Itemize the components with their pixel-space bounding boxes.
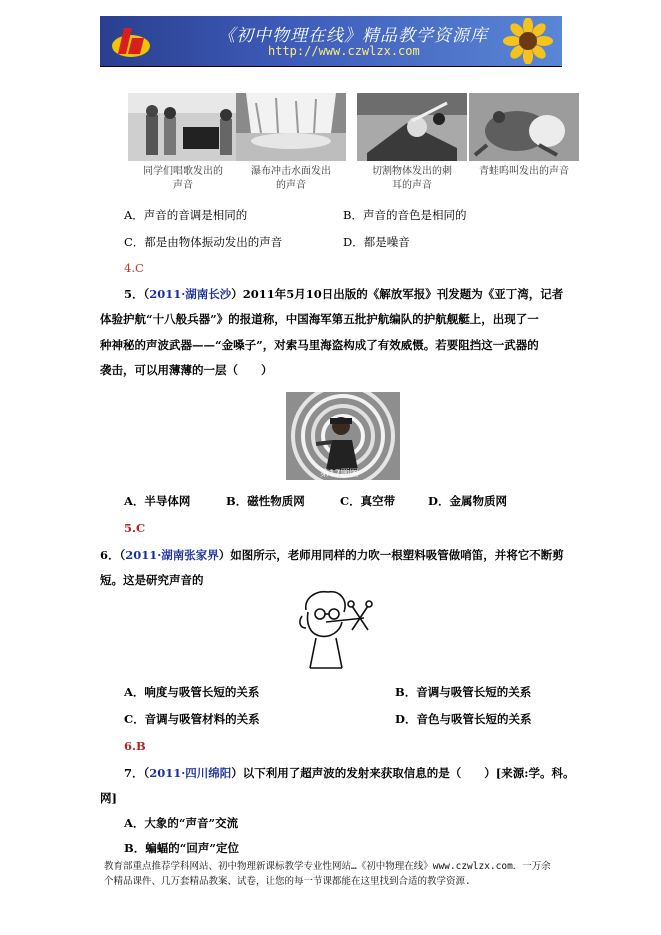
footer-line-2: 个精品课件、几万套精品教案、试卷，让您的每一节课都能在这里找到合适的教学资源. — [104, 876, 471, 887]
header-banner — [100, 16, 562, 66]
sunflower-icon — [498, 18, 558, 64]
q6-line2: 短。这是研究声音的 — [100, 573, 204, 587]
q6-line1: 6．（2011·湖南张家界）如图所示，老师用同样的力吹一根塑料吸管做哨笛，并将它不断剪 — [100, 548, 564, 562]
banner-url[interactable]: http://www.czwlzx.com — [268, 44, 420, 58]
q6-option-c: C．音调与吸管材料的关系 — [124, 712, 260, 726]
q6-option-a: A．响度与吸管长短的关系 — [124, 685, 260, 699]
q5-source: 2011·湖南长沙 — [149, 287, 232, 301]
q6-source: 2011·湖南张家界 — [125, 548, 219, 562]
q5-line3: 种神秘的声波武器——“金嗓子”，对索马里海盗构成了有效威慑。若要阻挡这一武器的 — [100, 338, 539, 352]
q5-line2: 体验护航“十八般兵器”》的报道称，中国海军第五批护航编队的护航舰艇上，出现了一 — [100, 312, 539, 326]
q4-option-a: A．声音的音调是相同的 — [124, 208, 248, 222]
photo-cutting — [357, 93, 467, 161]
q4-answer: 4.C — [124, 261, 144, 275]
q5-answer: 5.C — [124, 521, 146, 535]
photo-caption-1: 同学们唱歌发出的 声音 — [143, 166, 223, 191]
q6-answer: 6.B — [124, 739, 146, 753]
q6-option-b: B．音调与吸管长短的关系 — [395, 685, 532, 699]
photo-frog — [469, 93, 579, 161]
q5-option-d: D．金属物质网 — [428, 494, 507, 508]
q6-option-d: D．音色与吸管长短的关系 — [395, 712, 532, 726]
q7-option-a: A．大象的“声音”交流 — [124, 816, 239, 830]
photo-caption-2: 瀑布冲击水面发出 的声音 — [251, 166, 331, 191]
header-divider — [100, 66, 562, 67]
photo-singing — [128, 93, 238, 161]
q5-line1: 5．（2011·湖南长沙）2011年5月10日出版的《解放军报》刊发题为《亚丁湾，记者 — [124, 287, 564, 301]
q5-option-b: B．磁性物质网 — [226, 494, 305, 508]
banner-title: 《初中物理在线》精品教学资源库 — [218, 26, 488, 46]
page-footer — [104, 859, 564, 889]
q7-source: 2011·四川绵阳 — [149, 766, 232, 780]
site-logo-icon — [110, 20, 152, 62]
q4-option-b: B．声音的音色是相同的 — [343, 208, 467, 222]
q7-line1: 7．（2011·四川绵阳）以下利用了超声波的发射来获取信息的是（ ）[来源:学。科。 — [124, 766, 575, 780]
footer-line-1: 教育部重点推荐学科网站、初中物理新课标教学专业性网站…《初中物理在线》www.czwlzx.com．一万余 — [104, 861, 551, 872]
q5-figure-label: 第17题图 — [320, 469, 359, 479]
teacher-straw-figure-icon — [296, 588, 384, 670]
photo-caption-4: 青蛙呜叫发出的声音 — [479, 166, 569, 177]
q7-line2: 网] — [100, 791, 117, 805]
q7-option-b: B．蝙蝠的“回声”定位 — [124, 841, 239, 855]
q4-option-d: D．都是噪音 — [343, 235, 410, 249]
photo-waterfall — [236, 93, 346, 161]
q5-figure — [286, 392, 400, 480]
photo-caption-3: 切割物体发出的刺 耳的声音 — [372, 166, 452, 191]
q4-option-c: C．都是由物体振动发出的声音 — [124, 235, 283, 249]
q5-option-a: A．半导体网 — [124, 494, 191, 508]
q5-line4: 袭击，可以用薄薄的一层（ ） — [100, 363, 273, 377]
q5-option-c: C．真空带 — [340, 494, 396, 508]
